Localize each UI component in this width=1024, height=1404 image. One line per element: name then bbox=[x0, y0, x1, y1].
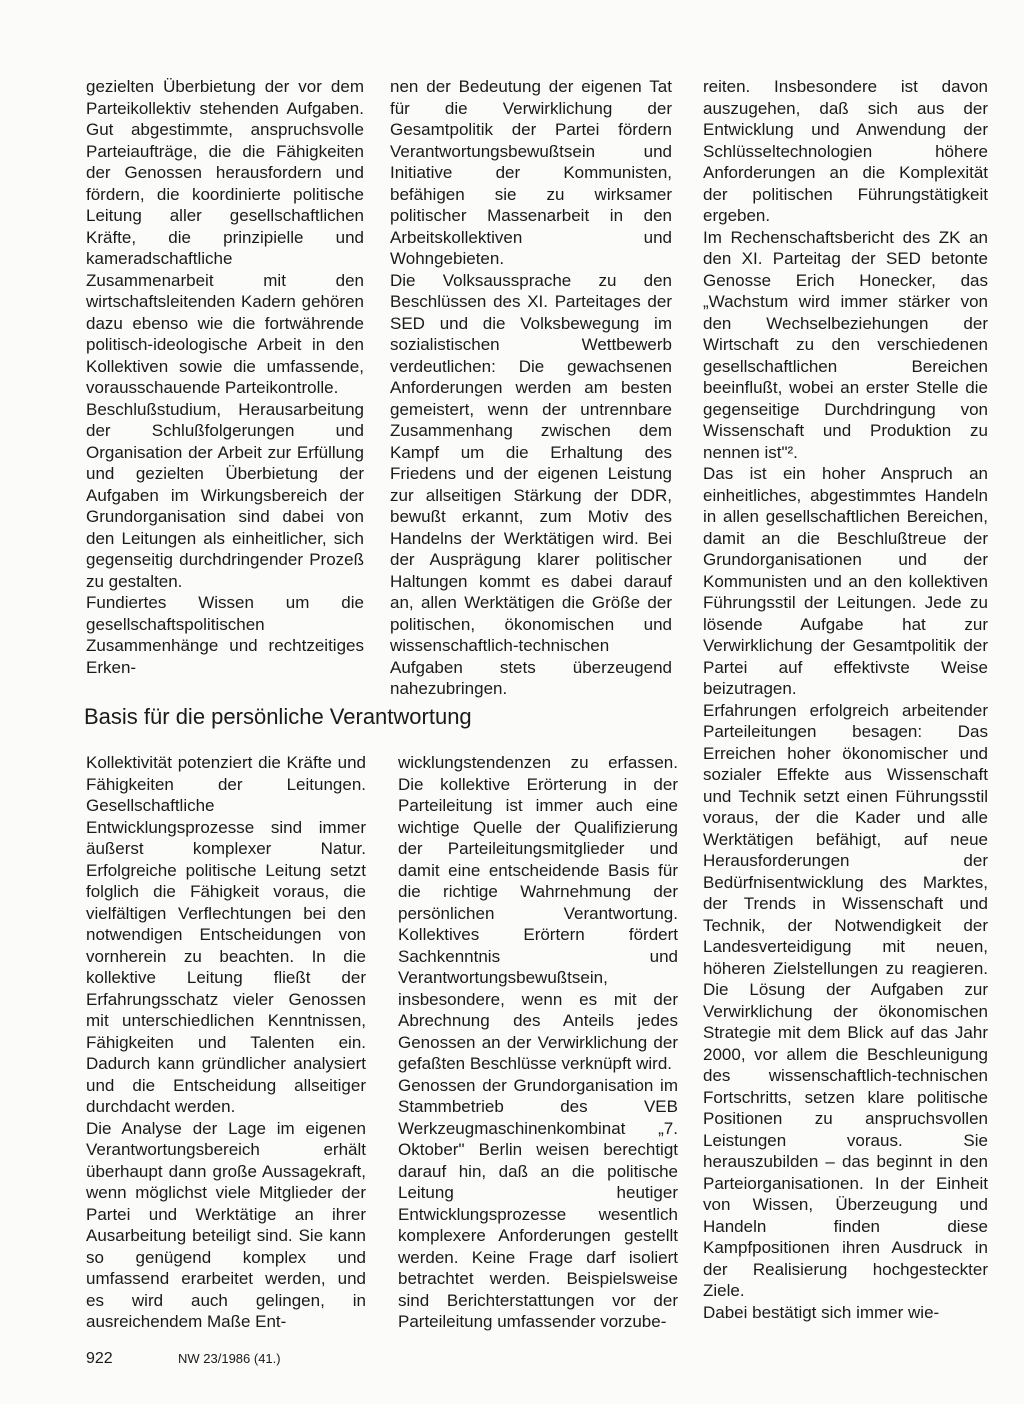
bottom-column-1 bbox=[86, 752, 366, 1333]
top-column-1 bbox=[86, 76, 364, 678]
paragraph: Genossen der Grundorganisation im Stammbetrieb des VEB Werkzeugmaschinenkombinat „7. Oktober" Berlin weisen berechtigt darauf hin, daß an die politische Leitung heutiger Entwicklungsprozesse wesentlich komplexere Anforderungen gestellt werden. Keine Frage darf isoliert betrachtet werden. Beispielsweise sind Berichterstattungen vor der Parteileitung umfassender vorzube- bbox=[398, 1075, 678, 1331]
paragraph: Die Analyse der Lage im eigenen Verantwortungsbereich erhält überhaupt dann große Aussagekraft, wenn möglichst viele Mitglieder der Partei und Werktätige an ihrer Ausarbeitung beteiligt sind. Sie kann so genügend komplex und umfassend erarbeitet werden, und es wird auch gelingen, in ausreichendem Maße Ent- bbox=[86, 1118, 366, 1331]
bottom-column-2 bbox=[398, 752, 678, 1333]
paragraph: Beschlußstudium, Herausarbeitung der Schlußfolgerungen und Organisation der Arbeit zur Erfüllung und gezielten Überbietung der Aufgaben im Wirkungsbereich der Grundorganisation sind dabei von den Leitungen als einheitlicher, sich gegenseitig durchdringender Prozeß zu gestalten. bbox=[86, 399, 364, 591]
paragraph: Erfahrungen erfolgreich arbeitender Parteileitungen besagen: Das Erreichen hoher ökonomischer und sozialer Effekte aus Wissenschaft und Technik setzt einen Führungsstil voraus, der die Kader und alle Werktätigen befähigt, auf neue Herausforderungen der Bedürfnisentwicklung des Marktes, der Trends in Wissenschaft und Technik, der Notwendigkeit der Landesverteidigung mit neuen, höheren Zielstellungen zu reagieren. Die Lösung der Aufgaben zur Verwirklichung der ökonomischen Strategie mit dem Blick auf das Jahr 2000, vor allem die Beschleunigung des wissenschaftlich-technischen Fortschritts, setzen klare politische Positionen zu anspruchsvollen Leistungen voraus. Sie herauszubilden – das beginnt in den Parteiorganisationen. In der Einheit von Wissen, Überzeugung und Handeln finden diese Kampfpositionen ihren Ausdruck in der Realisierung hochgesteckter Ziele. bbox=[703, 700, 988, 1300]
paragraph: wicklungstendenzen zu erfassen. Die kollektive Erörterung in der Parteileitung ist immer auch eine wichtige Quelle der Qualifizierung der Parteileitungsmitglieder und damit eine entscheidende Basis für die richtige Wahrnehmung der persönlichen Verantwortung. Kollektives Erörtern fördert Sachkenntnis und Verantwortungsbewußtsein, insbesondere, wenn es mit der Abrechnung des Anteils jedes Genossen an der Verwirklichung der gefaßten Beschlüsse verknüpft wird. bbox=[398, 753, 678, 1073]
issue-reference: NW 23/1986 (41.) bbox=[178, 1351, 281, 1366]
paragraph: reiten. Insbesondere ist davon auszugehen, daß sich aus der Entwicklung und Anwendung der Schlüsseltechnologien höhere Anforderungen an die Komplexität der politischen Führungstätigkeit ergeben. bbox=[703, 77, 988, 225]
top-column-2 bbox=[390, 76, 672, 700]
paragraph: Kollektivität potenziert die Kräfte und Fähigkeiten der Leitungen. Gesellschaftliche Entwicklungsprozesse sind immer äußerst komplexer Natur. Erfolgreiche politische Leitung setzt folglich die Fähigkeit voraus, die vielfältigen Verflechtungen bei den notwendigen Entscheidungen von vornherein zu beachten. In die kollektive Leitung fließt der Erfahrungsschatz vieler Genossen mit unterschiedlichen Kenntnissen, Fähigkeiten und Talenten ein. Dadurch kann gründlicher analysiert und die Entscheidung allseitiger durchdacht werden. bbox=[86, 753, 366, 1116]
paragraph: Fundiertes Wissen um die gesellschaftspolitischen Zusammenhänge und rechtzeitiges Erken- bbox=[86, 593, 364, 677]
page-number: 922 bbox=[86, 1350, 113, 1367]
paragraph: Dabei bestätigt sich immer wie- bbox=[703, 1302, 940, 1322]
paragraph: Das ist ein hoher Anspruch an einheitliches, abgestimmtes Handeln in allen gesellschaftlichen Bereichen, damit an die Beschlußtreue der Grundorganisationen und der Kommunisten und an den kollektiven Führungsstil der Leitungen. Jede zu lösende Aufgabe hat zur Verwirklichung der Gesamtpolitik der Partei auf effektivste Weise beizutragen. bbox=[703, 464, 988, 698]
right-column bbox=[703, 76, 988, 1323]
section-heading: Basis für die persönliche Verantwortung bbox=[84, 704, 472, 729]
paragraph: nen der Bedeutung der eigenen Tat für die Verwirklichung der Gesamtpolitik der Partei fördern Verantwortungsbewußtsein und Initiative der Kommunisten, befähigen sie zu wirksamer politischer Massenarbeit in den Arbeitskollektiven und Wohngebieten. bbox=[390, 77, 672, 268]
paragraph: Im Rechenschaftsbericht des ZK an den XI. Parteitag der SED betonte Genosse Erich Honecker, das „Wachstum wird immer stärker von den Wechselbeziehungen der Wirtschaft zu den verschiedenen gesellschaftlichen Bereichen beeinflußt, wobei an erster Stelle die gegenseitige Durchdringung von Wissenschaft und Produktion zu nennen ist"². bbox=[703, 227, 988, 462]
paragraph: gezielten Überbietung der vor dem Parteikollektiv stehenden Aufgaben. Gut abgestimmte, anspruchsvolle Parteiaufträge, die die Fähigkeiten der Genossen herausfordern und fördern, die koordinierte politische Leitung aller gesellschaftlichen Kräfte, die prinzipielle und kameradschaftliche Zusammenarbeit mit den wirtschaftsleitenden Kadern gehören dazu ebenso wie die fortwährende politisch-ideologische Arbeit in den Kollektiven sowie die umfassende, vorausschauende Parteikontrolle. bbox=[86, 77, 364, 397]
paragraph: Die Volksaussprache zu den Beschlüssen des XI. Parteitages der SED und die Volksbewegung im sozialistischen Wettbewerb verdeutlichen: Die gewachsenen Anforderungen werden am besten gemeistert, wenn der untrennbare Zusammenhang zwischen dem Kampf um die Erhaltung des Friedens und der eigenen Leistung zur allseitigen Stärkung der DDR, bewußt erkannt, zum Motiv des Handelns der Werktätigen wird. Bei der Ausprägung klarer politischer Haltungen kommt es dabei darauf an, allen Werktätigen die Größe der politischen, ökonomischen und wissenschaftlich-technischen Aufgaben stets überzeugend nahezubringen. bbox=[390, 270, 672, 698]
